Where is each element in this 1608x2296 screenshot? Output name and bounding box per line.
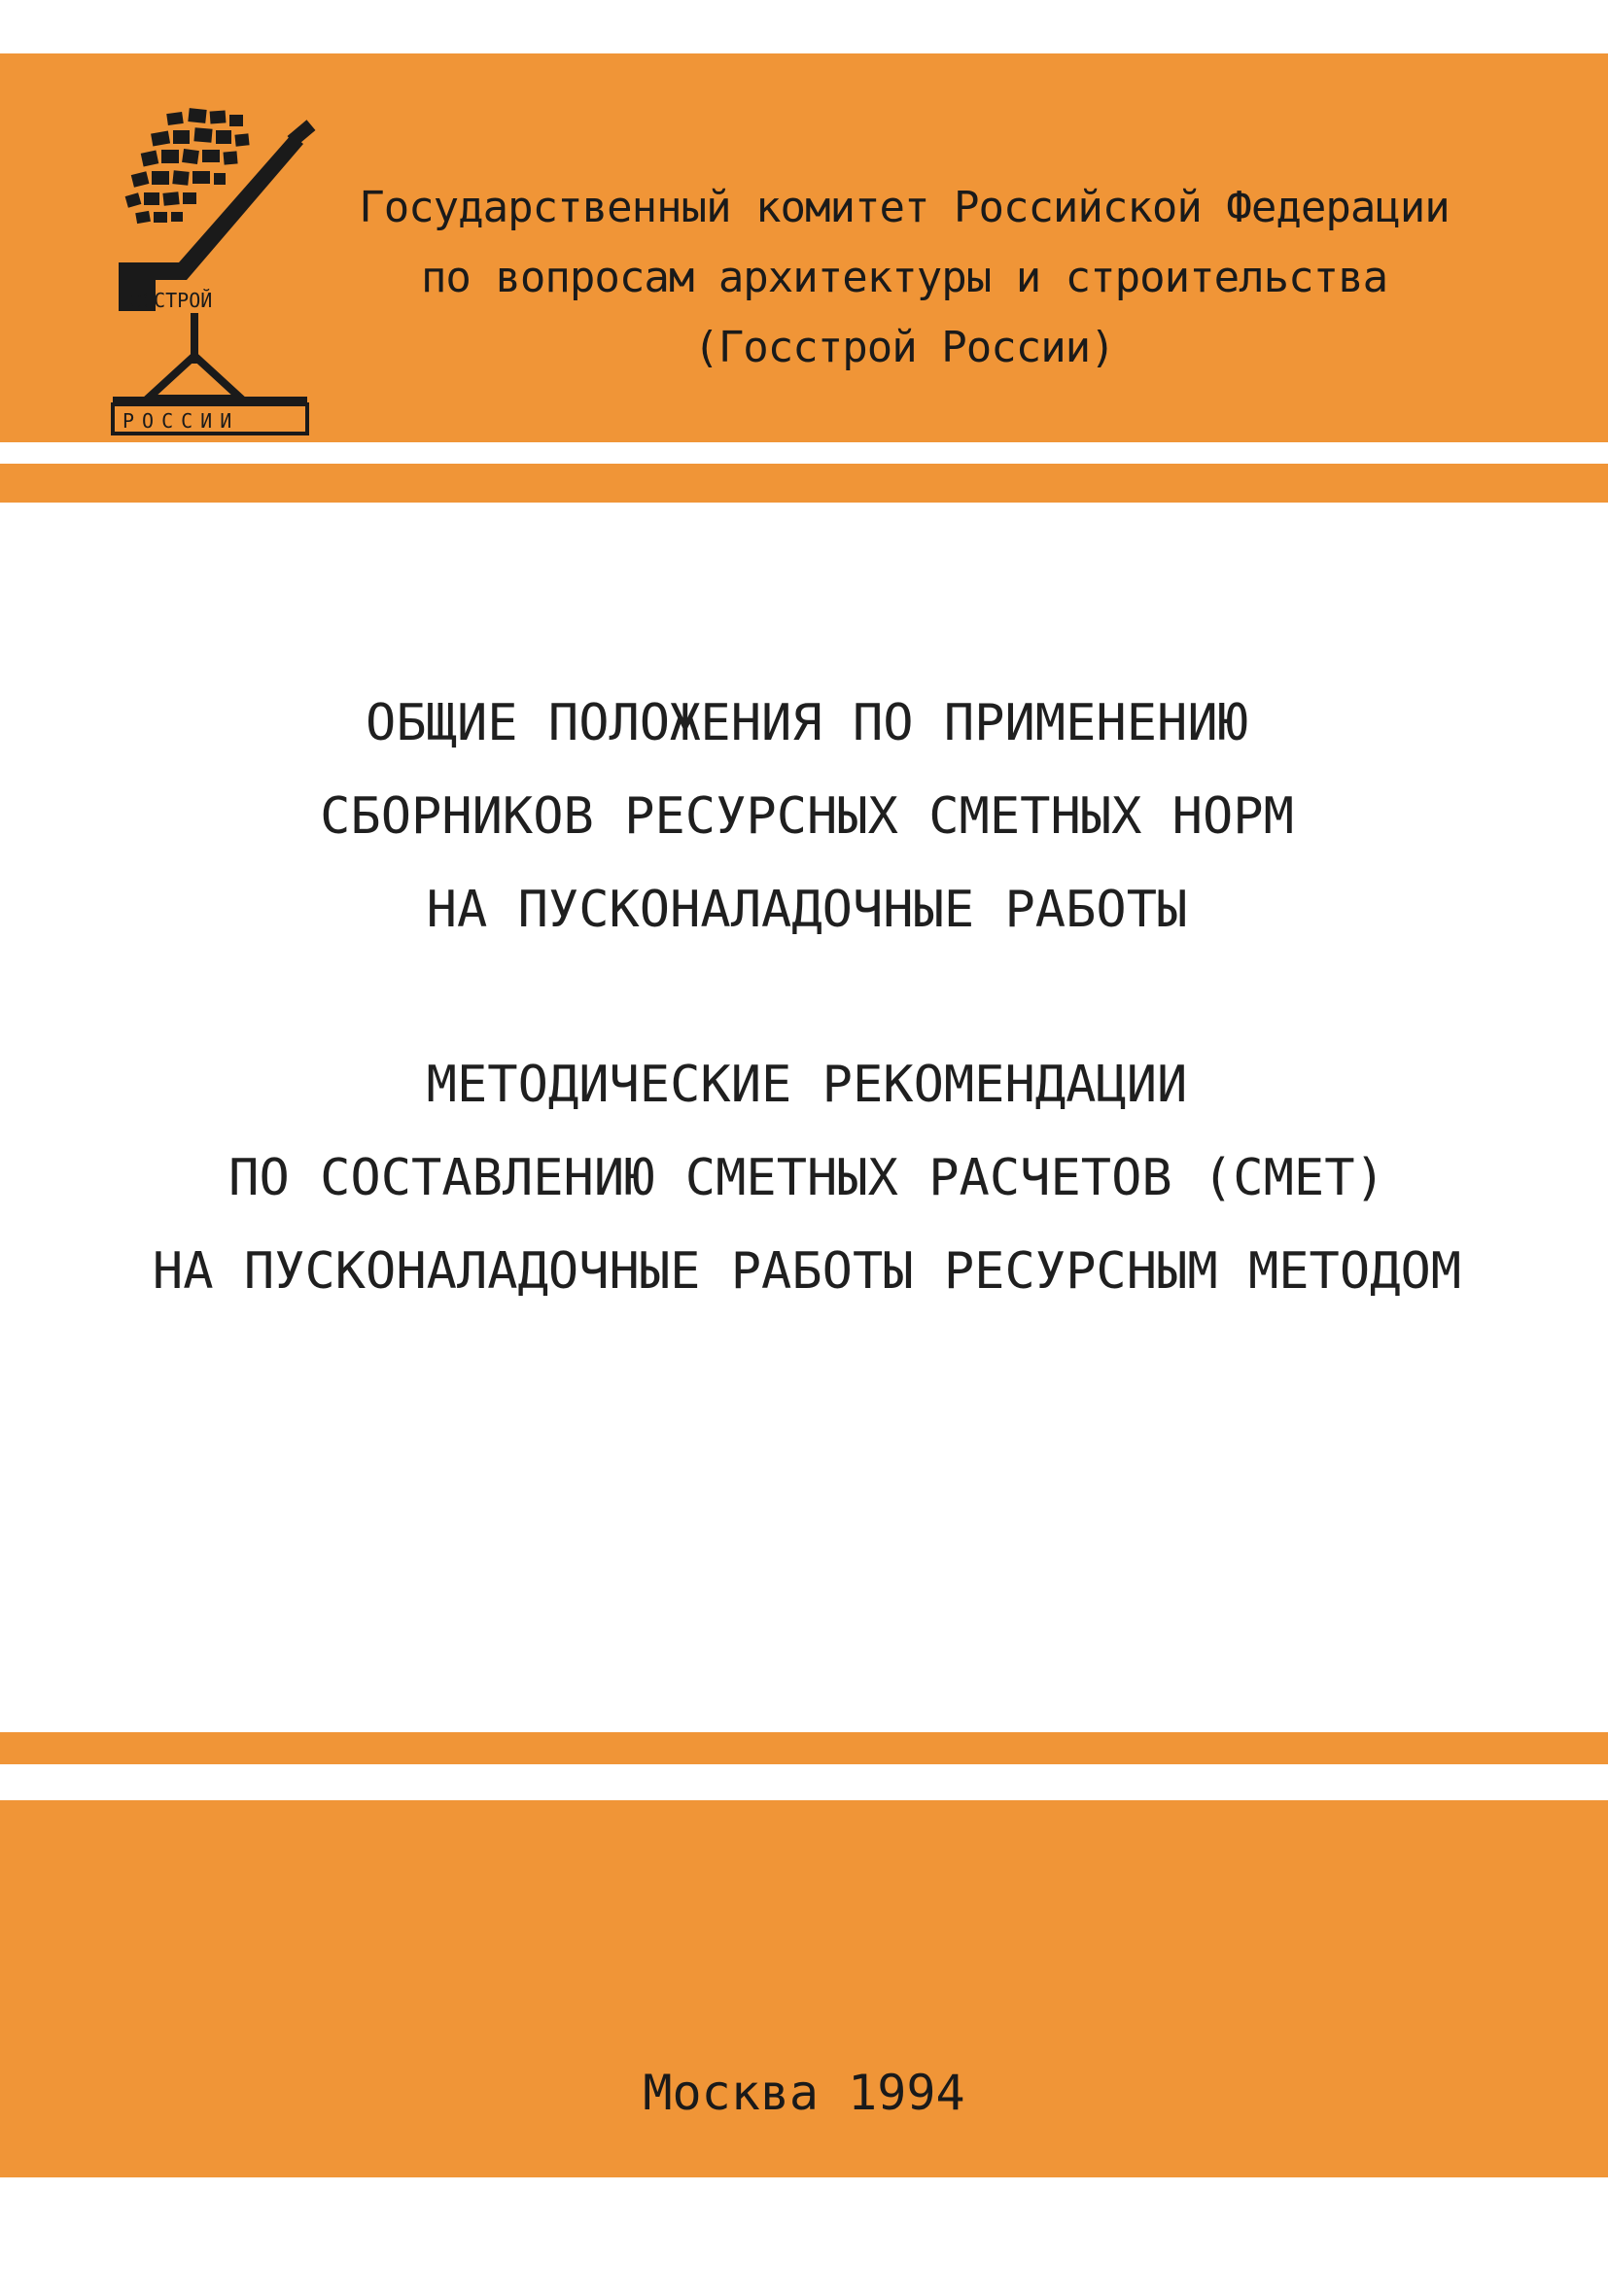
title-line-3: НА ПУСКОНАЛАДОЧНЫЕ РАБОТЫ	[426, 881, 1188, 939]
place-year: Москва 1994	[643, 2065, 965, 2121]
document-title	[117, 677, 1497, 957]
org-line-3: (Госстрой России)	[693, 323, 1115, 372]
title-line-1: ОБЩИЕ ПОЛОЖЕНИЯ ПО ПРИМЕНЕНИЮ	[366, 694, 1248, 752]
svg-text:РОССИИ: РОССИИ	[122, 409, 240, 433]
footer-stripe	[0, 1732, 1608, 1764]
title-line-2: СБОРНИКОВ РЕСУРСНЫХ СМЕТНЫХ НОРМ	[320, 787, 1294, 846]
subtitle-line-1: МЕТОДИЧЕСКИЕ РЕКОМЕНДАЦИИ	[426, 1056, 1188, 1114]
org-line-2: по вопросам архитектуры и строительства	[420, 253, 1388, 302]
org-line-1: Государственный комитет Российской Федерации	[359, 183, 1450, 232]
document-subtitle	[117, 1038, 1497, 1318]
organization-name	[331, 173, 1478, 383]
gosstroy-emblem-icon	[109, 107, 323, 437]
svg-text:ОССТРОЙ: ОССТРОЙ	[130, 289, 213, 312]
subtitle-line-3: НА ПУСКОНАЛАДОЧНЫЕ РАБОТЫ РЕСУРСНЫМ МЕТОДОМ	[152, 1242, 1462, 1301]
header-stripe	[0, 464, 1608, 503]
subtitle-line-2: ПО СОСТАВЛЕНИЮ СМЕТНЫХ РАСЧЕТОВ (СМЕТ)	[228, 1149, 1385, 1207]
